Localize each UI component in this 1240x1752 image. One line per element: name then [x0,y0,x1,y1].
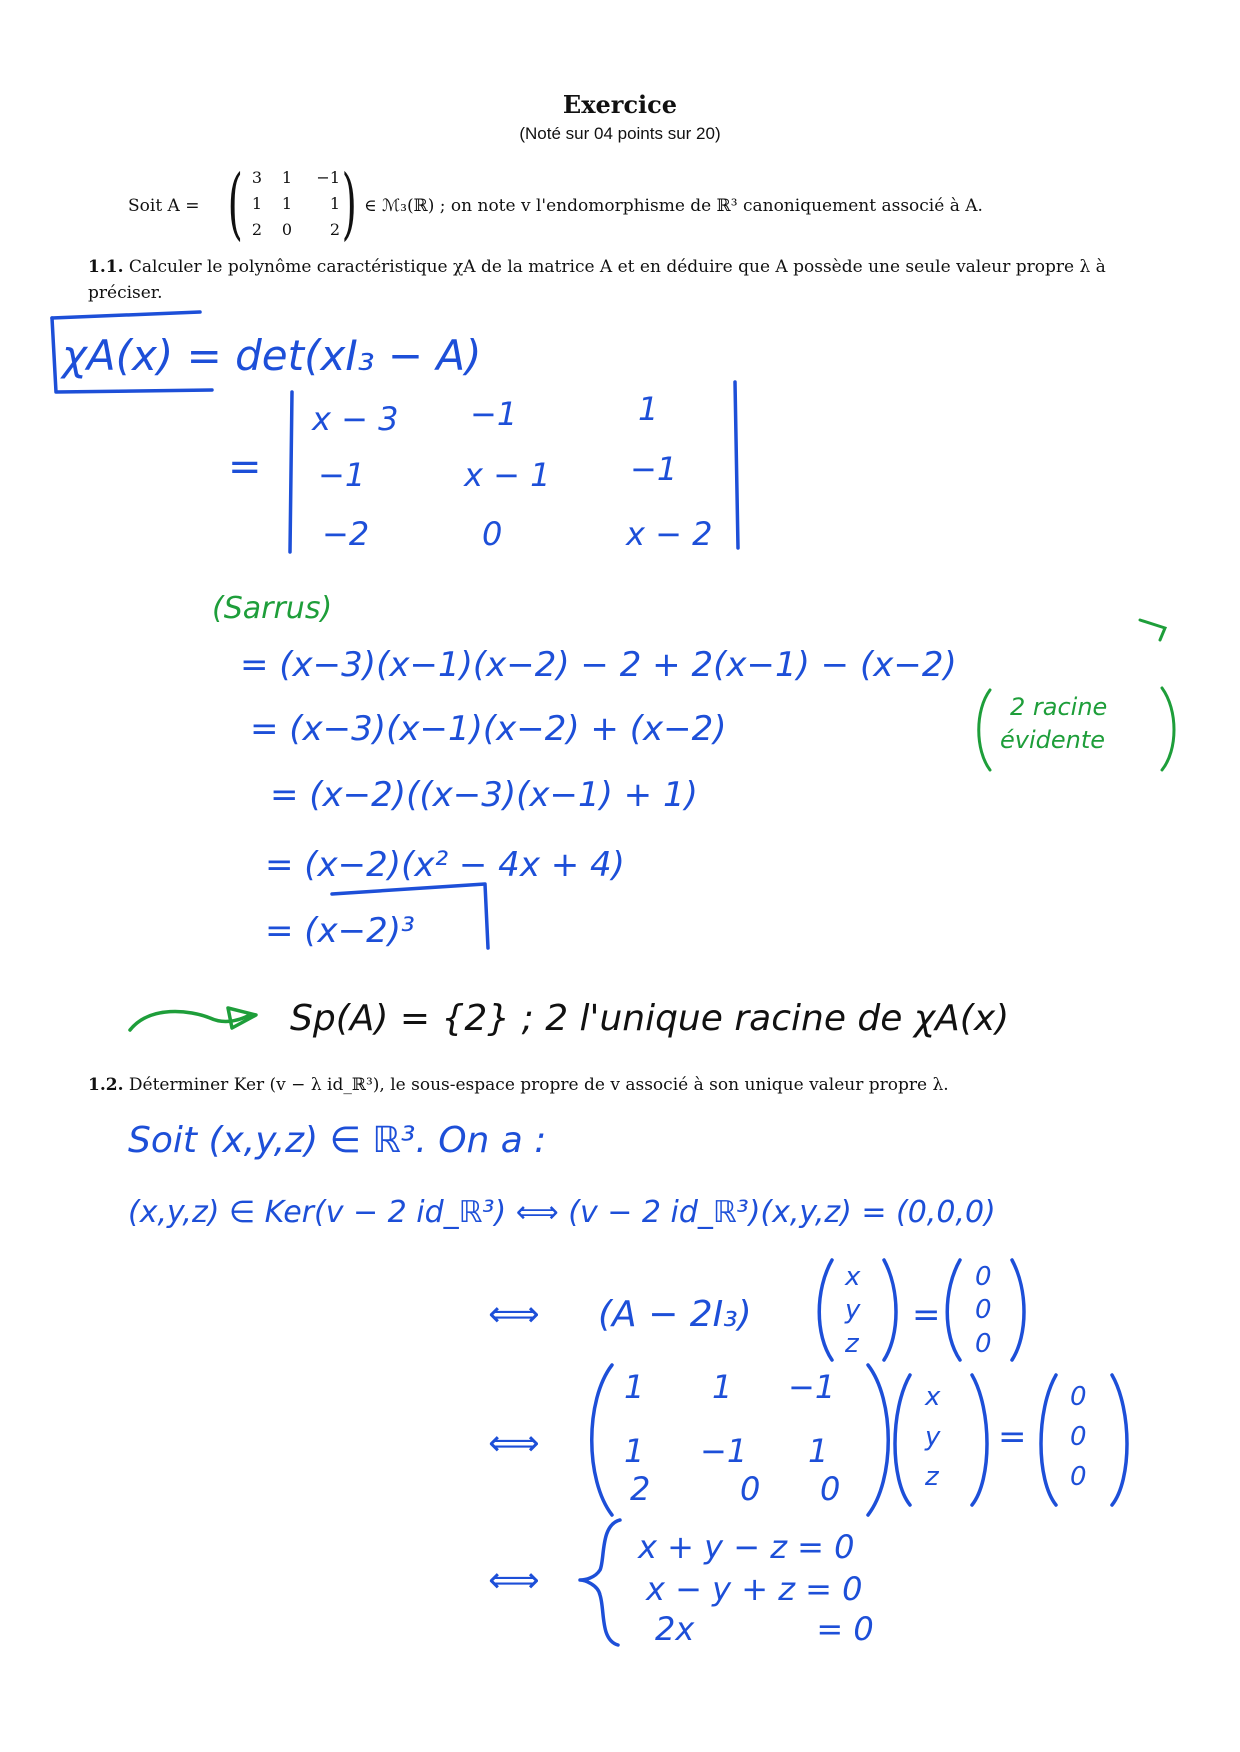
hw-line: = (x−3)(x−1)(x−2) − 2 + 2(x−1) − (x−2) [240,645,957,685]
page-subtitle: (Noté sur 04 points sur 20) [519,124,721,143]
hw-line: = (x−2)³ [265,911,415,951]
note-right-paren [1162,688,1174,770]
vec2-left-paren [895,1375,910,1505]
zero1-left-paren [947,1260,960,1360]
matrix-cell: 2 [329,220,340,239]
hw-mat2-cell: 1 [624,1432,645,1470]
hw-soit: Soit (x,y,z) ∈ ℝ³. On a : [128,1120,547,1161]
hw-conclusion: Sp(A) = {2} ; 2 l'unique racine de χA(x) [290,998,1010,1039]
matrix-right-paren: ) [341,159,357,249]
zero2-right-paren [1112,1375,1127,1505]
hw-note-line2: évidente [1000,726,1106,754]
mat2-right-paren [868,1365,888,1515]
hw-det-cell: x − 3 [312,400,399,438]
statement-rest: ∈ ℳ₃(ℝ) ; on note v l'endomorphisme de ℝ³ canoniquement associé à A. [364,196,983,216]
hw-mat2-cell: 1 [712,1368,733,1406]
hw-zero: 0 [1070,1382,1087,1412]
hw-det-cell: 0 [482,515,503,553]
det-right-bar [735,382,738,548]
hw-zero: 0 [975,1295,992,1325]
hw-system-line: x + y − z = 0 [638,1528,855,1566]
matrix-cell: 1 [281,168,292,187]
matrix-left-paren: ( [227,159,243,249]
hw-eq: = [912,1295,941,1335]
statement-soit: Soit A = [128,196,200,216]
question-number: 1.1. [88,257,124,277]
hw-zero: 0 [975,1262,992,1292]
hw-det-cell: x − 2 [626,515,713,553]
hw-mat-left: (A − 2I₃) [598,1294,752,1335]
hw-vec-y: y [925,1422,941,1452]
det-left-bar [290,392,292,552]
hw-vec-x: x [925,1382,941,1412]
hw-mat2-cell: 0 [740,1470,761,1508]
page-title: Exercice [562,90,678,119]
hw-det-eq: = [228,444,262,490]
hw-note-line1: 2 racine [1010,693,1108,721]
hw-system-line: 2x = 0 [655,1610,874,1648]
matrix-cell: 1 [281,194,292,213]
hw-det-cell: −1 [470,395,518,433]
hw-vec-z: z [845,1329,859,1359]
mat2-left-paren [592,1365,612,1515]
matrix-cell: 0 [281,220,292,239]
hw-mat2-cell: 1 [808,1432,829,1470]
zero2-left-paren [1041,1375,1056,1505]
hw-vec-x: x [845,1262,861,1292]
note-tick [1140,620,1165,640]
hw-equiv: ⟺ [488,1294,540,1335]
hw-mat2-cell: 0 [820,1470,841,1508]
matrix-cell: 3 [251,168,262,187]
note-left-paren [979,690,990,770]
hw-mat2-cell: −1 [788,1368,836,1406]
hw-vec-y: y [845,1295,861,1325]
vec1-right-paren [884,1260,896,1360]
hw-det-cell: 1 [638,390,659,428]
hw-line: = (x−2)((x−3)(x−1) + 1) [270,775,698,815]
hw-line: = (x−3)(x−1)(x−2) + (x−2) [250,709,727,749]
hw-det-cell: −2 [322,515,370,553]
matrix-cell: 1 [251,194,262,213]
hw-mat2-cell: 1 [624,1368,645,1406]
zero1-right-paren [1012,1260,1024,1360]
hw-line: = (x−2)(x² − 4x + 4) [265,845,625,885]
hw-ker-line: (x,y,z) ∈ Ker(v − 2 id_ℝ³) ⟺ (v − 2 id_ℝ³)(x,y,z) = (0,0,0) [128,1195,996,1230]
vec2-right-paren [972,1375,987,1505]
hw-system-line: x − y + z = 0 [646,1570,863,1608]
hw-det-cell: x − 1 [464,456,551,494]
question-number: 1.2. [88,1075,124,1095]
hw-vec-z: z [925,1462,939,1492]
hw-det-cell: −1 [318,456,366,494]
question-text: Déterminer Ker (v − λ id_ℝ³), le sous-espace propre de v associé à son unique valeur propre λ. [128,1075,949,1095]
vec1-left-paren [819,1260,832,1360]
hw-zero: 0 [975,1329,992,1359]
matrix-cell: −1 [316,168,340,187]
hw-equiv: ⟺ [488,1423,540,1464]
hw-mat2-cell: −1 [700,1432,748,1470]
hw-sarrus: (Sarrus) [212,591,333,626]
hw-mat2-cell: 2 [630,1470,651,1508]
hw-equiv: ⟺ [488,1560,540,1601]
matrix-cell: 2 [251,220,262,239]
question-text: Calculer le polynôme caractéristique χA de la matrice A et en déduire que A possède une seule valeur propre λ à préciser. [88,257,1106,303]
matrix-cell: 1 [329,194,340,213]
hw-zero: 0 [1070,1462,1087,1492]
hw-zero: 0 [1070,1422,1087,1452]
box-def-top [52,312,200,318]
hw-det-cell: −1 [630,450,678,488]
hw-chi-def: χA(x) = det(xI₃ − A) [62,331,482,380]
hw-eq: = [998,1417,1027,1457]
system-brace [580,1520,620,1645]
